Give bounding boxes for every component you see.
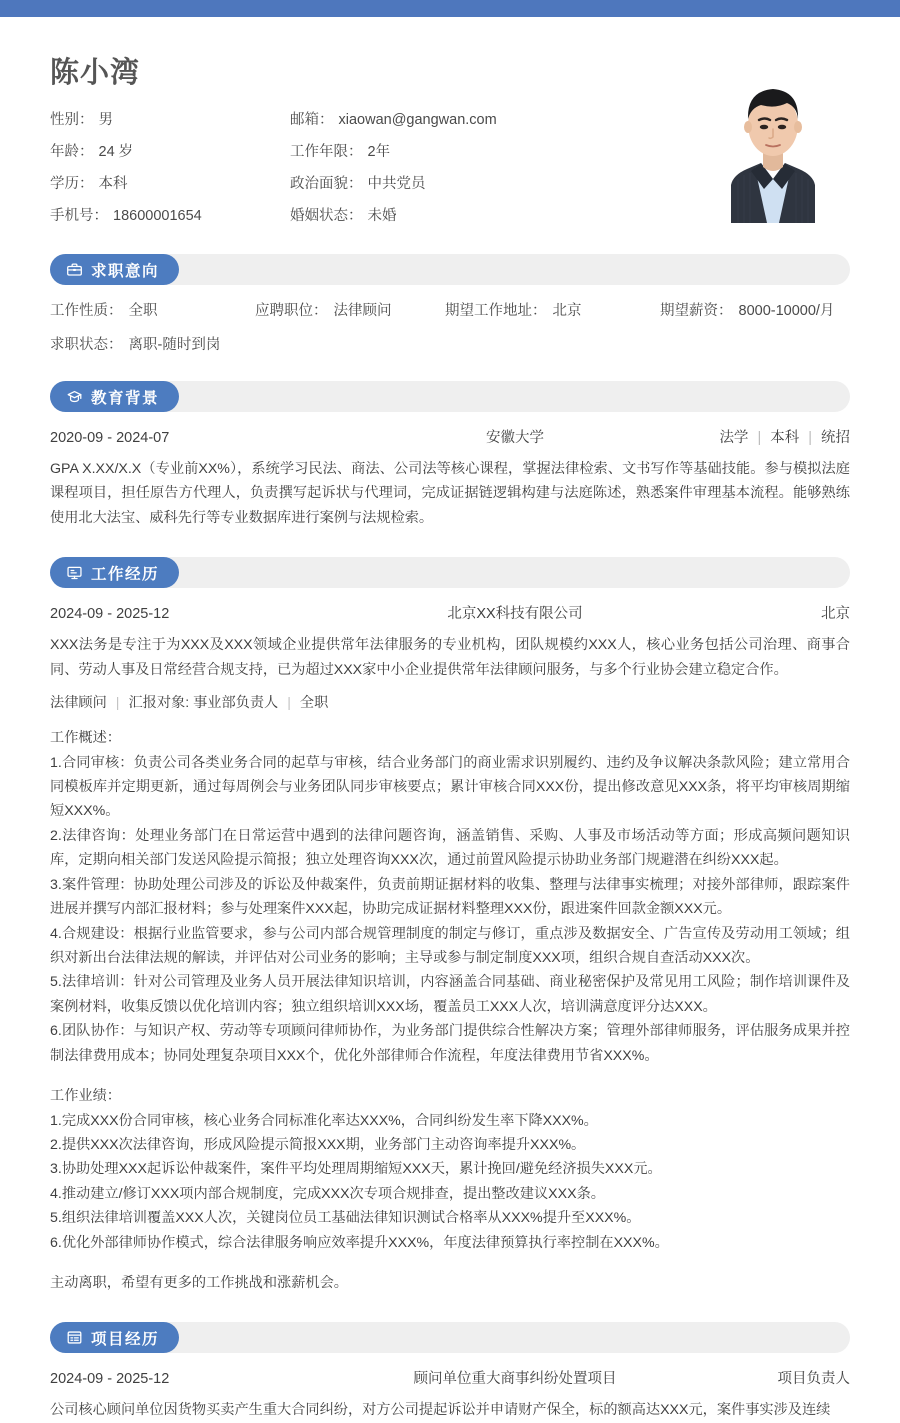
list-document-icon xyxy=(66,1329,83,1346)
work-duty-item: 1.合同审核：负责公司各类业务合同的起草与审核，结合业务部门的商业需求识别履约、违约及争议解决条款风险；建立常用合同模板库并定期更新，通过每周例会与业务团队同步审核要点；累计审核合同XXX份，提出修改意见XXX条，将平均审核周期缩短XXX%。 xyxy=(50,754,850,820)
section-pill-education xyxy=(50,381,179,412)
intent-job-type-label: 工作性质： xyxy=(50,303,123,320)
section-title-job-intent: 求职意向 xyxy=(91,262,160,280)
education-entry-header xyxy=(50,426,850,447)
work-report-to: 汇报对象: 事业部负责人 xyxy=(128,695,279,712)
info-degree xyxy=(50,174,290,195)
info-marital-status-label: 婚姻状态： xyxy=(290,208,363,225)
info-age-value: 24 岁 xyxy=(98,144,134,161)
info-email xyxy=(290,110,711,131)
info-phone-value: 18600001654 xyxy=(113,208,202,225)
info-degree-label: 学历： xyxy=(50,176,94,193)
section-header-education xyxy=(50,381,850,412)
work-achievement-item: 1.完成XXX份合同审核，核心业务合同标准化率达XXX%，合同纠纷发生率下降XXX%。 xyxy=(50,1112,598,1129)
candidate-name: 陈小湾 xyxy=(50,57,141,89)
personal-info-grid xyxy=(50,110,711,227)
graduation-cap-icon xyxy=(66,388,83,405)
work-achievement-item: 2.提供XXX次法律咨询，形成风险提示简报XXX期，业务部门主动咨询率提升XXX%。 xyxy=(50,1136,586,1153)
info-email-label: 邮箱： xyxy=(290,112,334,128)
work-date: 2024-09 - 2025-12 xyxy=(50,606,170,623)
work-employment-type: 全职 xyxy=(299,695,329,712)
work-company: 北京XX科技有限公司 xyxy=(447,606,583,623)
info-marital-status xyxy=(290,206,711,227)
info-political-status xyxy=(290,174,711,195)
project-name: 顾问单位重大商事纠纷处置项目 xyxy=(413,1371,617,1388)
intent-salary xyxy=(660,299,834,320)
section-pill-project xyxy=(50,1322,179,1353)
work-duties-title: 工作概述： xyxy=(50,730,121,747)
education-tags xyxy=(650,426,850,447)
education-date: 2020-09 - 2024-07 xyxy=(50,430,170,447)
section-header-project xyxy=(50,1322,850,1353)
info-gender-value: 男 xyxy=(98,112,113,128)
top-accent-bar xyxy=(0,0,900,17)
spacer xyxy=(50,1068,850,1084)
work-achievement-item: 4.推动建立/修订XXX项内部合规制度，完成XXX次专项合规排查，提出整改建议XXX条。 xyxy=(50,1185,605,1202)
work-duty-item: 2.法律咨询：处理业务部门在日常运营中遇到的法律问题咨询，涵盖销售、采购、人事及市场活动等方面；形成高频问题知识库，定期向相关部门发送风险提示简报；独立处理咨询XXX次，通过前置风险提示协助业务部门规避潜在纠纷XXX起。 xyxy=(50,827,850,869)
info-email-value: xiaowan@gangwan.com xyxy=(338,112,497,128)
resume-page xyxy=(0,17,900,1423)
work-achievements-title: 工作业绩： xyxy=(50,1088,121,1105)
work-duty-item: 6.团队协作：与知识产权、劳动等专项顾问律师协作，为业务部门提供综合性解决方案；管理外部律师服务，评估服务成果并控制法律费用成本；协同处理复杂项目XXX个，优化外部律师合作流程，年度法律费用节省XXX%。 xyxy=(50,1023,850,1064)
tag-divider: | xyxy=(757,430,762,447)
info-experience-label: 工作年限： xyxy=(290,144,363,161)
work-role: 法律顾问 xyxy=(50,695,107,712)
project-description: 公司核心顾问单位因货物买卖产生重大合同纠纷，对方公司提起诉讼并申请财产保全，标的额高达XXX元，案件事实涉及连续 xyxy=(50,1402,831,1419)
section-header-work xyxy=(50,557,850,588)
education-tag-major: 法学 xyxy=(719,430,749,447)
intent-location xyxy=(445,299,660,320)
project-entry-header xyxy=(50,1367,850,1388)
section-pill-job-intent xyxy=(50,254,179,285)
intent-location-value: 北京 xyxy=(552,303,582,320)
briefcase-icon xyxy=(66,261,83,278)
tag-divider: | xyxy=(808,430,812,447)
work-meta-line xyxy=(50,692,850,712)
identity-details xyxy=(50,55,711,227)
portrait-photo-icon xyxy=(711,63,835,223)
meta-divider: | xyxy=(287,695,291,712)
work-location: 北京 xyxy=(821,606,850,623)
intent-salary-value: 8000-10000/月 xyxy=(738,303,835,320)
work-achievements-block xyxy=(50,1084,850,1255)
work-achievement-item: 3.协助处理XXX起诉讼仲裁案件，案件平均处理周期缩短XXX天，累计挽回/避免经济损失XXX元。 xyxy=(50,1161,662,1178)
info-phone xyxy=(50,206,290,227)
intent-status-label: 求职状态： xyxy=(50,337,123,354)
work-achievement-item: 6.优化外部律师协作模式，综合法律服务响应效率提升XXX%，年度法律预算执行率控制在XXX%。 xyxy=(50,1234,669,1251)
job-intent-row-1 xyxy=(50,299,850,320)
education-description: GPA X.XX/X.X（专业前XX%），系统学习民法、商法、公司法等核心课程，掌握法律检索、文书写作等基础技能。参与模拟法庭课程项目，担任原告方代理人，负责撰写起诉状与代理词，完成证据链逻辑构建与法庭陈述，熟悉案件审理基本流程。能够熟练使用北大法宝、威科先行等专业数据库进行案例与法规检索。 xyxy=(50,461,850,526)
intent-status-value: 离职-随时到岗 xyxy=(128,337,221,354)
section-title-education: 教育背景 xyxy=(91,389,160,407)
monitor-icon xyxy=(66,564,83,581)
info-experience-value: 2年 xyxy=(367,144,391,161)
info-age xyxy=(50,142,290,163)
education-school: 安徽大学 xyxy=(486,430,544,447)
intent-location-label: 期望工作地址： xyxy=(445,303,547,320)
intent-job-type xyxy=(50,299,255,320)
meta-divider: | xyxy=(115,695,120,712)
intent-job-type-value: 全职 xyxy=(128,303,158,320)
project-role: 项目负责人 xyxy=(777,1371,850,1388)
job-intent-row-2 xyxy=(50,333,850,354)
work-achievement-item: 5.组织法律培训覆盖XXX人次，关键岗位员工基础法律知识测试合格率从XXX%提升至XXX%。 xyxy=(50,1210,641,1227)
info-gender-label: 性别： xyxy=(50,112,94,128)
info-political-status-label: 政治面貌： xyxy=(290,176,363,193)
intent-position-value: 法律顾问 xyxy=(333,303,392,320)
intent-salary-label: 期望薪资： xyxy=(660,303,733,320)
info-gender xyxy=(50,110,290,131)
info-marital-status-value: 未婚 xyxy=(367,208,397,225)
work-duty-item: 5.法律培训：针对公司管理及业务人员开展法律知识培训，内容涵盖合同基础、商业秘密保护及常见用工风险；制作培训课件及案例材料，收集反馈以优化培训内容；独立组织培训XXX场，覆盖员工XXX人次，培训满意度评分达XXX。 xyxy=(50,974,850,1015)
info-age-label: 年龄： xyxy=(50,144,94,161)
section-title-work: 工作经历 xyxy=(91,565,160,583)
work-entry-header xyxy=(50,602,850,623)
project-date: 2024-09 - 2025-12 xyxy=(50,1371,170,1388)
spacer xyxy=(50,1255,850,1271)
intent-position-label: 应聘职位： xyxy=(255,303,328,320)
section-header-job-intent xyxy=(50,254,850,285)
work-duty-item: 3.案件管理：协助处理公司涉及的诉讼及仲裁案件，负责前期证据材料的收集、整理与法律事实梳理；对接外部律师，跟踪案件进展并撰写内部汇报材料；参与处理案件XXX起，协助完成证据材料整理XXX份，跟进案件回款金额XXX元。 xyxy=(50,876,850,918)
info-phone-label: 手机号： xyxy=(50,208,108,225)
work-duty-item: 4.合规建设：根据行业监管要求，参与公司内部合规管理制度的制定与修订，重点涉及数据安全、广告宣传及劳动用工领域；组织对新出台法律法规的解读，并评估对公司业务的影响；主导或参与制定制度XXX项，组织合规自查活动XXX次。 xyxy=(50,925,850,966)
avatar xyxy=(711,63,835,223)
identity-header xyxy=(50,17,850,227)
section-title-project: 项目经历 xyxy=(91,1330,160,1348)
info-political-status-value: 中共党员 xyxy=(367,176,426,193)
intent-position xyxy=(255,299,445,320)
work-company-intro: XXX法务是专注于为XXX及XXX领域企业提供常年法律服务的专业机构，团队规模约XXX人，核心业务包括公司治理、商事合同、劳动人事及日常经营合规支持，已为超过XXX家中小企业提供常年法律顾问服务，与多个行业协会建立稳定合作。 xyxy=(50,637,850,678)
section-pill-work xyxy=(50,557,179,588)
work-duties-block xyxy=(50,726,850,1068)
education-tag-degree: 本科 xyxy=(770,430,800,447)
info-experience xyxy=(290,142,711,163)
education-tag-admission: 统招 xyxy=(821,430,850,447)
intent-status xyxy=(50,333,255,354)
work-leave-reason: 主动离职，希望有更多的工作挑战和涨薪机会。 xyxy=(50,1275,348,1292)
info-degree-value: 本科 xyxy=(98,176,128,193)
